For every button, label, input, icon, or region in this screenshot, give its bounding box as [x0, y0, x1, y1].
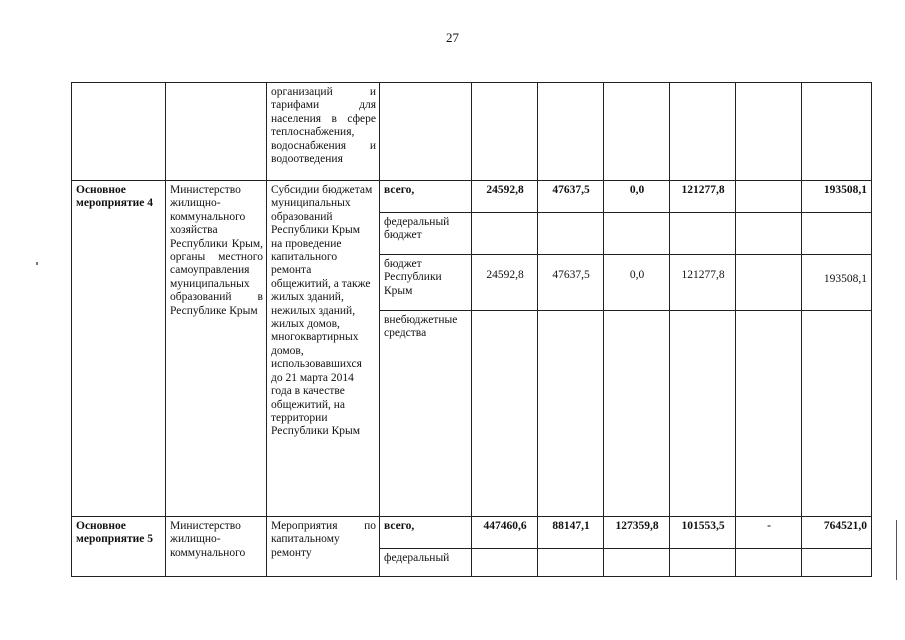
continuation-text: организаций и тарифами для населения в сфере теплоснабжения, водоснабжения и водоотведения	[267, 83, 380, 181]
value-cell	[736, 255, 802, 311]
scan-speck	[36, 262, 38, 265]
value-cell	[604, 549, 670, 577]
table-row	[72, 181, 872, 213]
total-cell: 193508,1	[802, 181, 872, 213]
funding-source: всего,	[380, 517, 472, 549]
value-cell: 24592,8	[472, 181, 538, 213]
value-cell	[604, 213, 670, 255]
measure-name: Основное мероприятие 5	[72, 517, 166, 577]
value-cell: 0,0	[604, 255, 670, 311]
cell	[72, 83, 166, 181]
value-cell	[736, 549, 802, 577]
cell	[736, 83, 802, 181]
total-cell: 764521,0	[802, 517, 872, 549]
total-cell	[802, 549, 872, 577]
value-cell	[736, 311, 802, 517]
value-cell	[538, 311, 604, 517]
value-cell	[670, 213, 736, 255]
value-cell	[670, 549, 736, 577]
value-cell	[472, 213, 538, 255]
cell	[538, 83, 604, 181]
funding-source: федеральный	[380, 549, 472, 577]
funding-source: федеральный бюджет	[380, 213, 472, 255]
value-cell: 121277,8	[670, 181, 736, 213]
value-cell: 47637,5	[538, 255, 604, 311]
budget-table	[71, 82, 872, 577]
value-cell	[670, 311, 736, 517]
cell	[472, 83, 538, 181]
cell	[604, 83, 670, 181]
value-cell: 0,0	[604, 181, 670, 213]
value-cell: 121277,8	[670, 255, 736, 311]
cell	[166, 83, 267, 181]
funding-source: всего,	[380, 181, 472, 213]
total-cell	[802, 213, 872, 255]
value-cell	[604, 311, 670, 517]
funding-source: внебюджетные средства	[380, 311, 472, 517]
cell	[802, 83, 872, 181]
value-cell	[472, 549, 538, 577]
value-cell	[538, 213, 604, 255]
measure-executor: Министерство жилищно-коммунального	[166, 517, 267, 577]
value-cell: 24592,8	[472, 255, 538, 311]
value-cell: 447460,6	[472, 517, 538, 549]
value-cell: -	[736, 517, 802, 549]
value-cell	[736, 181, 802, 213]
measure-description: Субсидии бюджетам муниципальных образований Республики Крым на проведение капитального ремонта общежитий, а также жилых зданий, нежилых зданий, жилых домов, многоквартирных домов, использовавшихся до 21 марта 2014 года в качестве общежитий, на территории Республики Крым	[267, 181, 380, 517]
measure-executor: Министерство жилищно-коммунального хозяйства Республики Крым, органы местного самоуправления муниципальных образований в Республике Крым	[166, 181, 267, 517]
measure-name: Основное мероприятие 4	[72, 181, 166, 517]
value-cell: 88147,1	[538, 517, 604, 549]
cell	[670, 83, 736, 181]
table-row	[72, 83, 872, 181]
value-cell	[736, 213, 802, 255]
table-row	[72, 517, 872, 549]
value-cell	[472, 311, 538, 517]
value-cell	[538, 549, 604, 577]
scan-edge-line	[896, 520, 900, 580]
value-cell: 101553,5	[670, 517, 736, 549]
value-cell: 127359,8	[604, 517, 670, 549]
cell	[380, 83, 472, 181]
total-cell	[802, 311, 872, 517]
measure-description: Мероприятия по капитальному ремонту	[267, 517, 380, 577]
total-cell: 193508,1	[802, 255, 872, 311]
value-cell: 47637,5	[538, 181, 604, 213]
funding-source: бюджет Республики Крым	[380, 255, 472, 311]
page-number: 27	[446, 30, 459, 45]
